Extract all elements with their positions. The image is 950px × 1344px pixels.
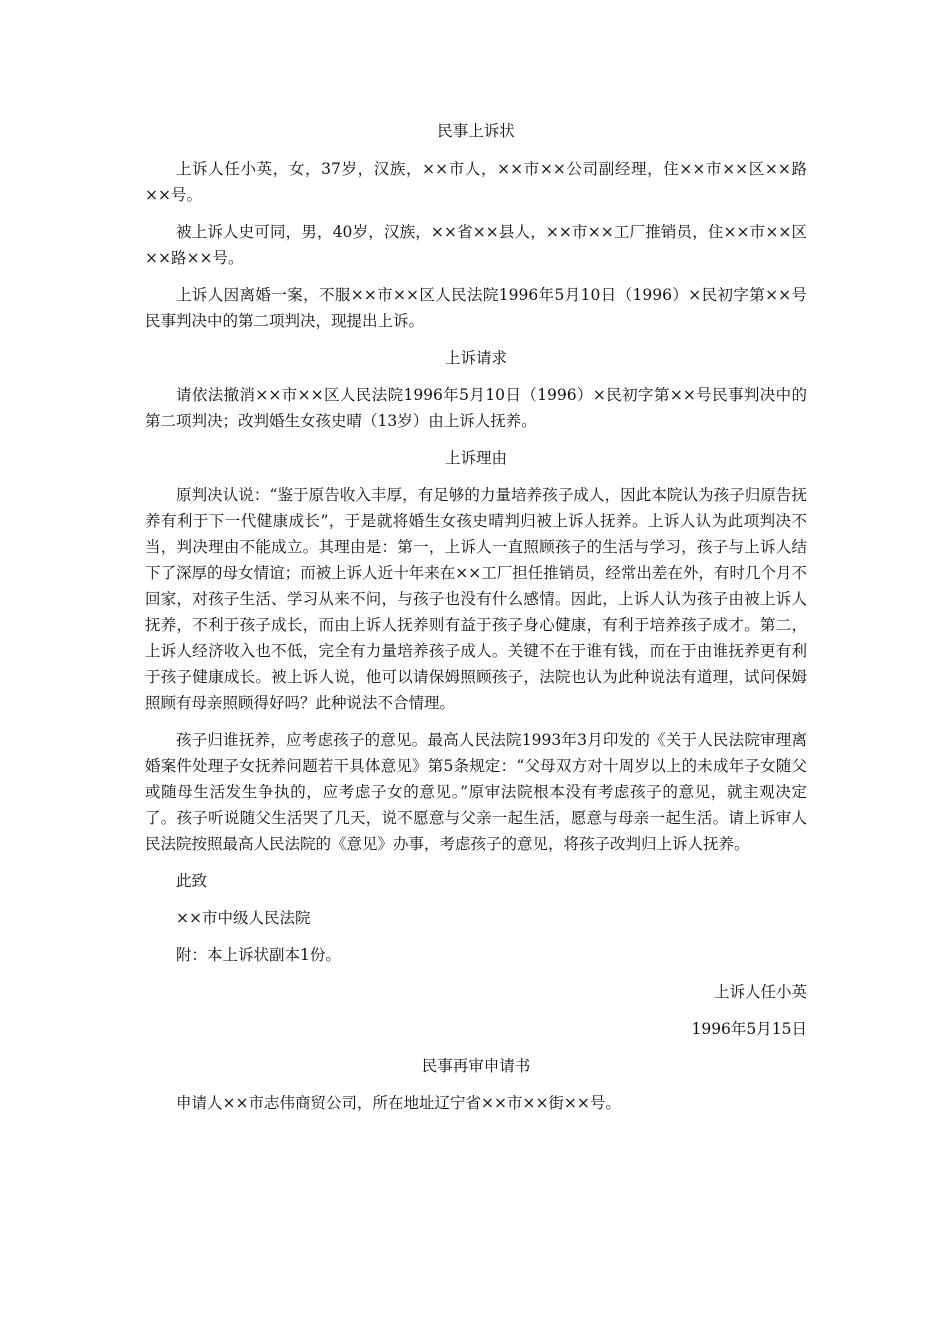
signature-date: 1996年5月15日 bbox=[691, 1020, 807, 1038]
appeal-request: 请依法撤消××市××区人民法院1996年5月10日（1996）×民初字第××号民事判决中的第二项判决；改判婚生女孩史晴（13岁）由上诉人抚养。 bbox=[145, 386, 807, 430]
reason-paragraph-1: 原判决认说：“鉴于原告收入丰厚，有足够的力量培养孩子成人，因此本院认为孩子归原告抚养有利于下一代健康成长”，于是就将婚生女孩史晴判归被上诉人抚养。上诉人认为此项判决不当，判决理由不能成立。其理由是：第一，上诉人一直照顾孩子的生活与学习，孩子与上诉人结下了深厚的母女情谊；而被上诉人近十年来在××工厂担任推销员，经常出差在外，有时几个月不回家，对孩子生活、学习从来不问，与孩子也没有什么感情。因此，上诉人认为孩子由被上诉人抚养，不利于孩子成长，而由上诉人抚养则有益于孩子身心健康，有利于培养孩子成才。第二，上诉人经济收入也不低，完全有力量培养孩子成人。关键不在于谁有钱，而在于由谁抚养更有利于孩子健康成长。被上诉人说，他可以请保姆照顾孩子，法院也认为此种说法有道理，试问保姆照顾有母亲照顾得好吗？此种说法不合情理。 bbox=[145, 486, 807, 712]
addressee-court: ××市中级人民法院 bbox=[176, 909, 311, 927]
reason-paragraph-2: 孩子归谁抚养，应考虑孩子的意见。最高人民法院1993年3月印发的《关于人民法院审理离婚案件处理子女抚养问题若干具体意见》第5条规定：“父母双方对十周岁以上的未成年子女随父或随母生活发生争执的，应考虑子女的意见。”原审法院根本没有考虑孩子的意见，就主观决定了。孩子听说随父生活哭了几天，说不愿意与父亲一起生活，愿意与母亲一起生活。请上诉审人民法院按照最高人民法院的《意见》办事，考虑孩子的意见，将孩子改判归上诉人抚养。 bbox=[145, 731, 807, 853]
signature: 上诉人任小英 bbox=[713, 983, 807, 1001]
appeal-intro: 上诉人因离婚一案，不服××市××区人民法院1996年5月10日（1996）×民初字第××号民事判决中的第二项判决，现提出上诉。 bbox=[145, 286, 807, 330]
reason-heading: 上诉理由 bbox=[444, 449, 507, 467]
document-title: 民事上诉状 bbox=[437, 122, 515, 140]
salutation: 此致 bbox=[176, 872, 208, 890]
appellant-info: 上诉人任小英，女，37岁，汉族，××市人，××市××公司副经理，住××市××区××路××号。 bbox=[145, 160, 807, 204]
attachment-note: 附：本上诉状副本1份。 bbox=[176, 946, 341, 964]
next-document-title: 民事再审申请书 bbox=[421, 1057, 531, 1075]
request-heading: 上诉请求 bbox=[444, 349, 507, 367]
appellee-info: 被上诉人史可同，男，40岁，汉族，××省××县人，××市××工厂推销员，住××市××区××路××号。 bbox=[145, 223, 807, 267]
document-page bbox=[145, 118, 807, 1127]
next-applicant-info: 申请人××市志伟商贸公司，所在地址辽宁省××市××街××号。 bbox=[176, 1094, 621, 1112]
